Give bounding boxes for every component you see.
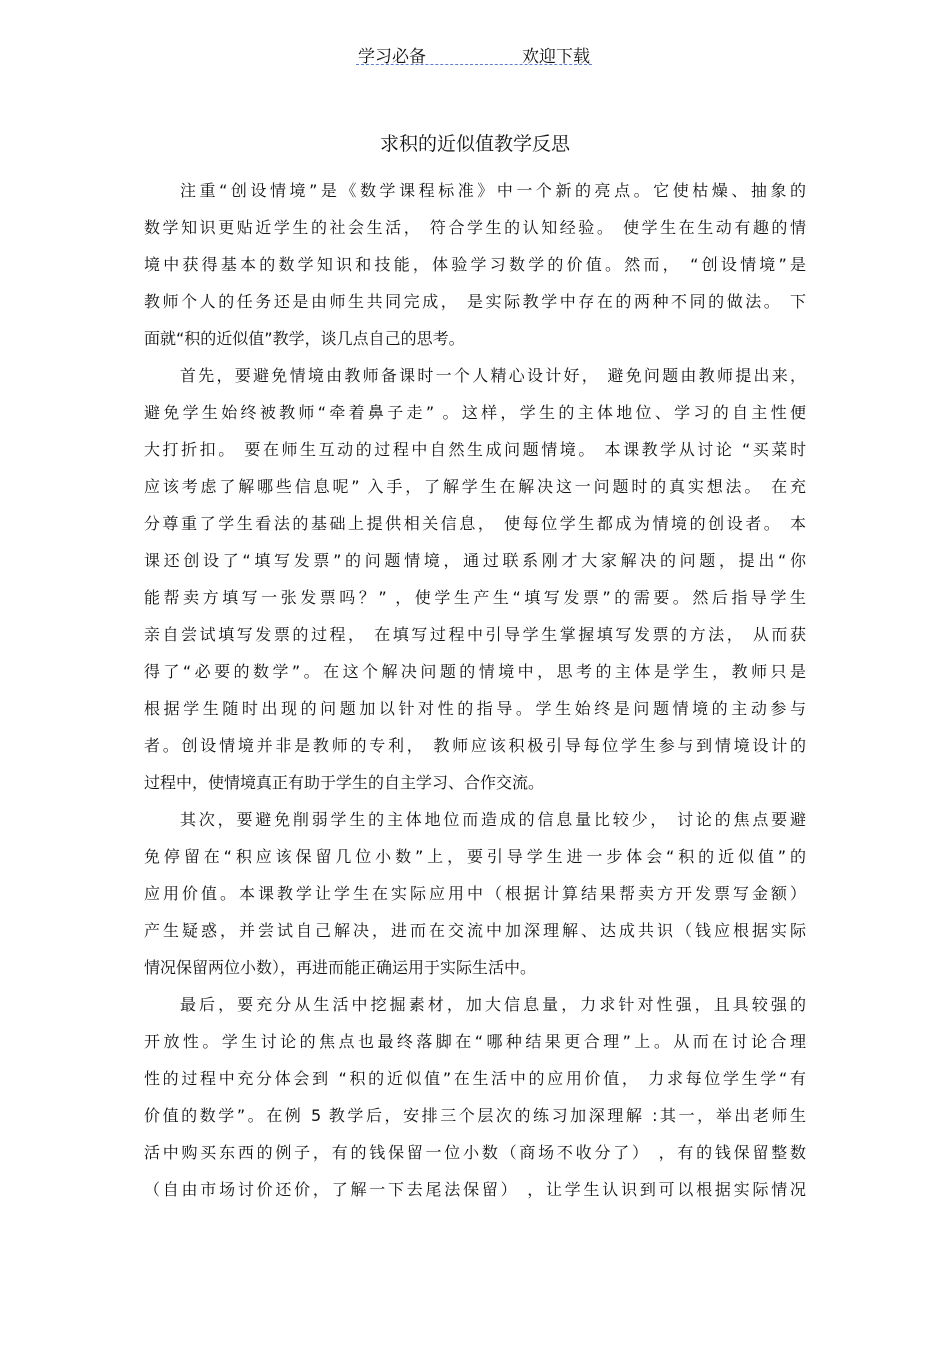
paragraph-3 <box>144 801 806 986</box>
text-line: 大打折扣。 要在师生互动的过程中自然生成问题情境。 本课教学从讨论 “买菜时 <box>144 440 806 459</box>
text-line: 最后，要充分从生活中挖掘素材，加大信息量，力求针对性强，且具较强的 <box>180 995 806 1014</box>
text-line: 课还创设了“填写发票”的问题情境，通过联系刚才大家解决的问题，提出“你 <box>144 551 806 570</box>
text-line: 情况保留两位小数），再进而能正确运用于实际生活中。 <box>144 958 537 977</box>
page-header <box>356 42 592 65</box>
paragraph-2 <box>144 357 806 801</box>
text-line: 其次，要避免削弱学生的主体地位而造成的信息量比较少， 讨论的焦点要避 <box>180 810 806 829</box>
text-line: 活中购买东西的例子，有的钱保留一位小数（商场不收分了） ，有的钱保留整数 <box>144 1143 806 1162</box>
paragraph-4 <box>144 986 806 1208</box>
header-right-text: 欢迎下载 <box>522 47 590 67</box>
text-line: 能帮卖方填写一张发票吗？” ，使学生产生“填写发票”的需要。然后指导学生 <box>144 588 806 607</box>
text-line: 免停留在“积应该保留几位小数”上，要引导学生进一步体会“积的近似值”的 <box>144 847 806 866</box>
text-line: 境中获得基本的数学知识和技能，体验学习数学的价值。然而， “创设情境”是 <box>144 255 806 274</box>
text-line: 分尊重了学生看法的基础上提供相关信息， 使每位学生都成为情境的创设者。 本 <box>144 514 806 533</box>
text-line: 教师个人的任务还是由师生共同完成， 是实际教学中存在的两种不同的做法。 下 <box>144 292 806 311</box>
text-line: 得了“必要的数学”。在这个解决问题的情境中，思考的主体是学生，教师只是 <box>144 662 806 681</box>
text-line: 避免学生始终被教师“牵着鼻子走” 。这样，学生的主体地位、学习的自主性便 <box>144 403 806 422</box>
text-line: 产生疑惑，并尝试自己解决，进而在交流中加深理解、达成共识（钱应根据实际 <box>144 921 806 940</box>
text-line: 过程中，使情境真正有助于学生的自主学习、合作交流。 <box>144 773 545 792</box>
text-line: 数学知识更贴近学生的社会生活， 符合学生的认知经验。 使学生在生动有趣的情 <box>144 218 806 237</box>
text-line: 性的过程中充分体会到 “积的近似值”在生活中的应用价值， 力求每位学生学“有 <box>144 1069 806 1088</box>
text-line: 根据学生随时出现的问题加以针对性的指导。学生始终是问题情境的主动参与 <box>144 699 806 718</box>
text-line: 价值的数学”。在例 5 教学后，安排三个层次的练习加深理解 :其一，举出老师生 <box>144 1106 806 1125</box>
text-line: （自由市场讨价还价，了解一下去尾法保留） ，让学生认识到可以根据实际情况 <box>144 1180 806 1199</box>
text-line: 应用价值。本课教学让学生在实际应用中（根据计算结果帮卖方开发票写金额） <box>144 884 806 903</box>
header-left-text: 学习必备 <box>358 47 426 67</box>
document-body <box>144 172 806 1208</box>
text-line: 开放性。学生讨论的焦点也最终落脚在“哪种结果更合理”上。从而在讨论合理 <box>144 1032 806 1051</box>
text-line: 首先，要避免情境由教师备课时一个人精心设计好， 避免问题由教师提出来， <box>180 366 806 385</box>
text-line: 亲自尝试填写发票的过程， 在填写过程中引导学生掌握填写发票的方法， 从而获 <box>144 625 806 644</box>
text-line: 注重“创设情境”是《数学课程标准》中一个新的亮点。它使枯燥、抽象的 <box>180 181 806 200</box>
text-line: 面就“积的近似值”教学，谈几点自己的思考。 <box>144 329 465 348</box>
text-line: 者。创设情境并非是教师的专利， 教师应该积极引导每位学生参与到情境设计的 <box>144 736 806 755</box>
document-title: 求积的近似值教学反思 <box>379 133 570 155</box>
text-line: 应该考虑了解哪些信息呢” 入手，了解学生在解决这一问题时的真实想法。 在充 <box>144 477 806 496</box>
paragraph-1 <box>144 172 806 357</box>
